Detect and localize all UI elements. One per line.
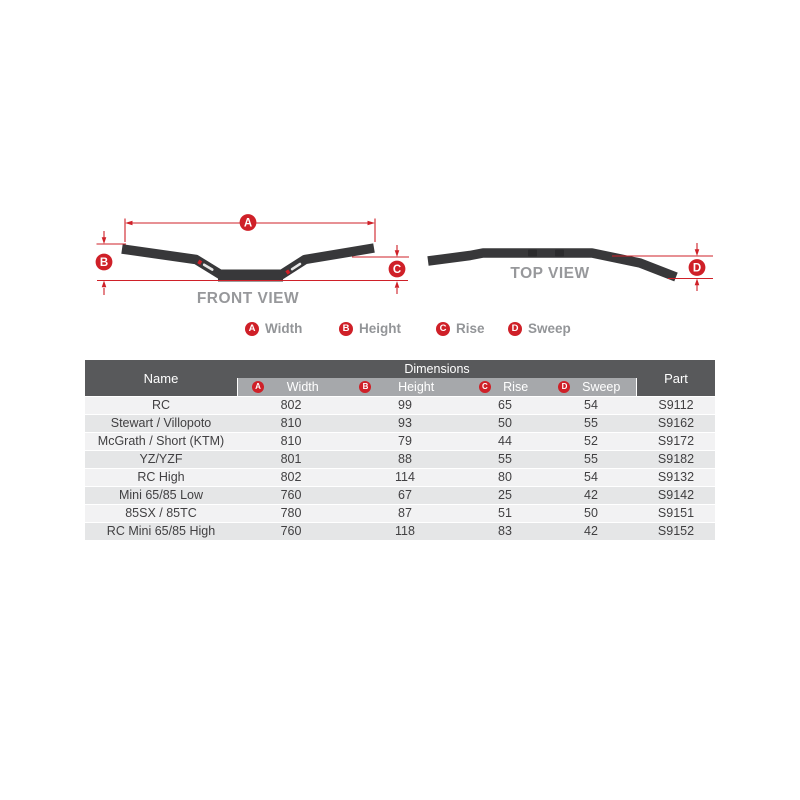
cell-part: S9132 [657, 470, 695, 485]
front-view-handlebar-drawing [122, 248, 374, 276]
cell-rise: 80 [498, 470, 512, 485]
legend-label: Rise [456, 320, 485, 336]
legend-item-rise [436, 321, 485, 336]
dimensions-subheader [237, 378, 637, 396]
column-header-part: Part [664, 370, 688, 386]
table-row [85, 486, 715, 504]
cell-height: 114 [395, 470, 415, 485]
legend-label: Width [265, 320, 303, 336]
cell-rise: 25 [498, 488, 512, 503]
column-group-dimensions [237, 360, 637, 396]
cell-width: 801 [280, 452, 302, 467]
cell-name: RC [151, 398, 171, 413]
cell-rise: 51 [498, 506, 512, 521]
cell-rise: 65 [498, 398, 512, 413]
sweep-marker-icon: D [558, 381, 570, 393]
table-body [85, 396, 715, 540]
cell-part: S9162 [657, 416, 695, 431]
cell-sweep: 42 [584, 524, 598, 539]
marker-d-badge [689, 259, 706, 276]
cell-part: S9172 [657, 434, 695, 449]
cell-rise: 55 [498, 452, 512, 467]
top-view-label: TOP VIEW [510, 265, 590, 282]
column-header-dimensions: Dimensions [404, 362, 470, 376]
cell-width: 802 [280, 398, 302, 413]
cell-width: 760 [280, 524, 302, 539]
cell-part: S9152 [657, 524, 695, 539]
clamp-mark [528, 250, 537, 257]
cell-sweep: 55 [584, 416, 598, 431]
cell-height: 118 [395, 524, 415, 539]
cell-width: 810 [280, 434, 302, 449]
subheader-label: Height [398, 380, 435, 394]
cell-sweep: 55 [584, 452, 598, 467]
cell-sweep: 52 [584, 434, 598, 449]
subheader-label: Sweep [582, 380, 621, 394]
cell-part: S9142 [657, 488, 695, 503]
subheader-label: Width [286, 380, 319, 394]
legend-item-sweep [508, 321, 571, 336]
cell-part: S9112 [658, 398, 694, 413]
height-marker-icon: B [359, 381, 371, 393]
marker-b-badge [96, 254, 113, 271]
cell-height: 93 [398, 416, 412, 431]
legend-label: Sweep [528, 320, 571, 336]
svg-text:C: C [392, 264, 402, 276]
table-row [85, 396, 715, 414]
table-row [85, 522, 715, 540]
sweep-marker-icon: D [508, 322, 522, 336]
svg-text:A: A [243, 217, 253, 230]
cell-height: 99 [398, 398, 412, 413]
clamp-mark [555, 250, 564, 257]
table-row [85, 504, 715, 522]
cell-part: S9151 [657, 506, 695, 521]
cell-name: Stewart / Villopoto [110, 416, 212, 431]
height-marker-icon: B [339, 322, 353, 336]
cell-name: 85SX / 85TC [125, 506, 197, 521]
front-view-label: FRONT VIEW [196, 290, 300, 307]
cell-name: YZ/YZF [139, 452, 183, 467]
legend-item-width [245, 321, 302, 336]
cell-part: S9182 [657, 452, 695, 467]
column-header-name: Name [143, 370, 179, 386]
table-header [85, 360, 715, 396]
legend-label: Height [359, 320, 401, 336]
rise-marker-icon: C [436, 322, 450, 336]
rise-marker-icon: C [479, 381, 491, 393]
subheader-rise [465, 378, 545, 396]
svg-text:B: B [99, 257, 109, 269]
marker-a-badge [240, 214, 257, 231]
cell-sweep: 54 [584, 470, 598, 485]
cell-name: McGrath / Short (KTM) [97, 434, 225, 449]
cell-height: 79 [398, 434, 412, 449]
cell-sweep: 54 [584, 398, 598, 413]
svg-text:D: D [692, 262, 702, 275]
cell-height: 67 [398, 488, 412, 503]
subheader-width [238, 378, 345, 396]
table-row [85, 468, 715, 486]
table-row [85, 414, 715, 432]
subheader-sweep [544, 378, 636, 396]
cell-rise: 50 [498, 416, 512, 431]
cell-rise: 44 [498, 434, 512, 449]
marker-c-badge [389, 261, 406, 278]
cell-name: RC Mini 65/85 High [106, 524, 216, 539]
legend-item-height [339, 321, 401, 336]
cell-sweep: 42 [584, 488, 598, 503]
cell-sweep: 50 [584, 506, 598, 521]
cell-height: 87 [398, 506, 412, 521]
table-row [85, 432, 715, 450]
cell-width: 780 [280, 506, 302, 521]
table-row [85, 450, 715, 468]
subheader-label: Rise [503, 380, 529, 394]
width-marker-icon: A [252, 381, 264, 393]
cell-width: 810 [280, 416, 302, 431]
cell-height: 88 [398, 452, 412, 467]
cell-width: 760 [280, 488, 302, 503]
cell-name: Mini 65/85 Low [118, 488, 204, 503]
handlebar-diagram [0, 0, 800, 360]
cell-width: 802 [280, 470, 302, 485]
subheader-height [345, 378, 464, 396]
cell-name: RC High [137, 470, 185, 485]
width-marker-icon: A [245, 322, 259, 336]
cell-rise: 83 [498, 524, 512, 539]
dimensions-table [85, 360, 715, 540]
